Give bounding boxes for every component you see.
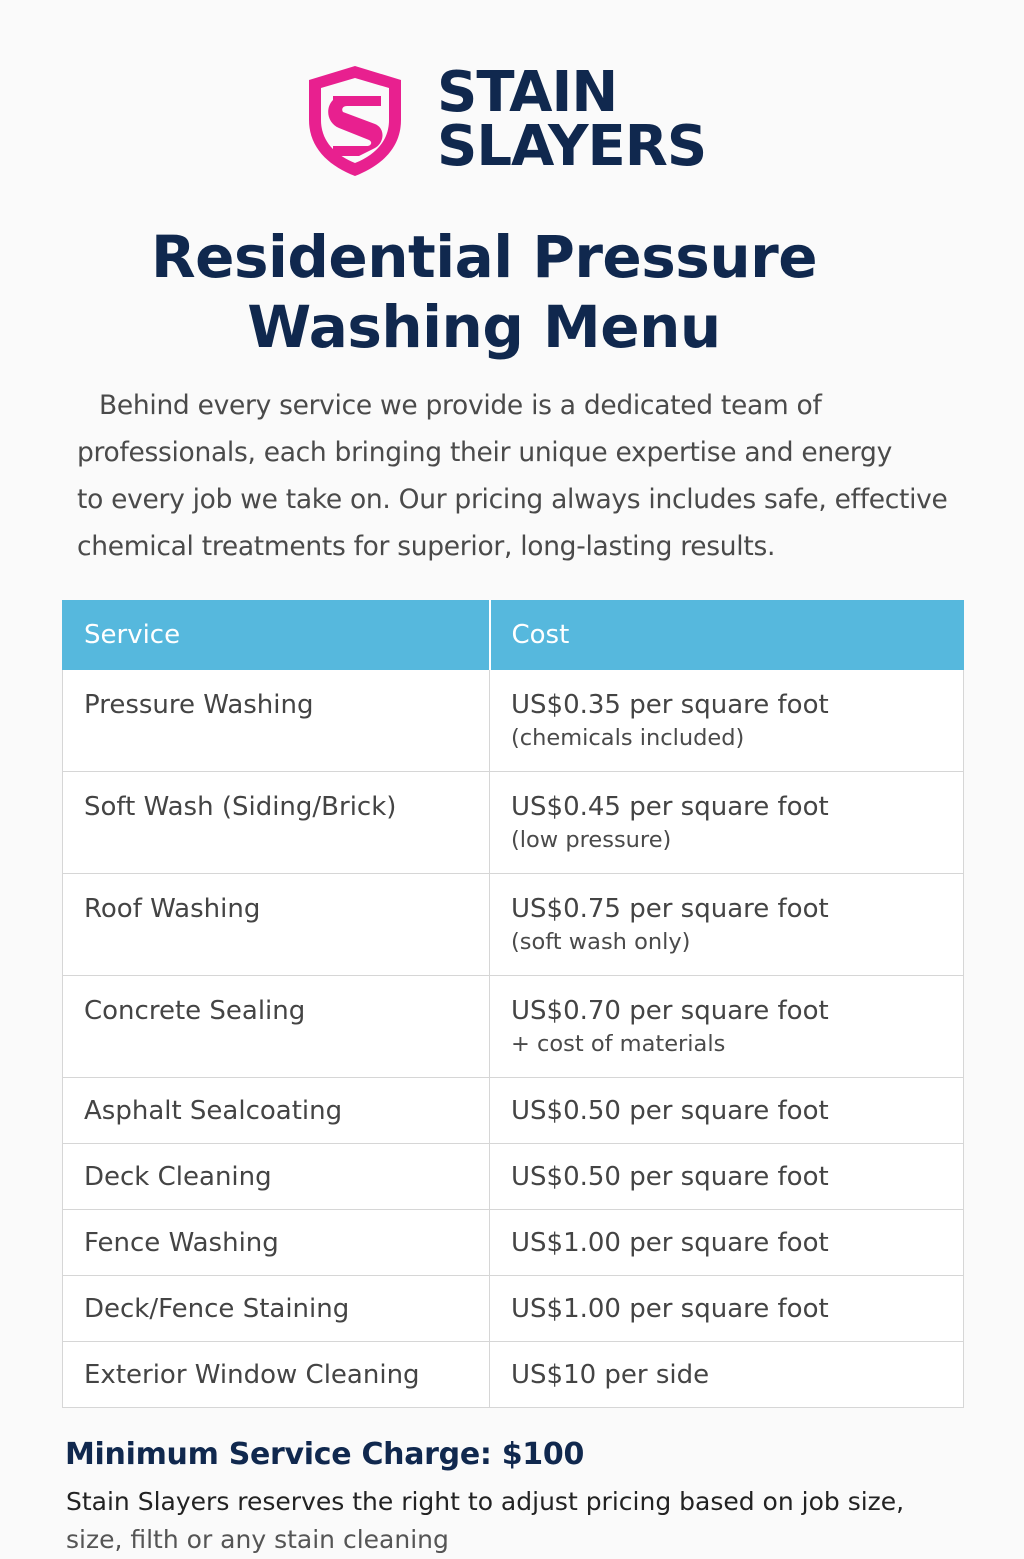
page-title-line2: Washing Menu [247,293,721,361]
service-cell [63,772,490,874]
service-name: Exterior Window Cleaning [84,1359,420,1390]
cost-price: US$10 per side [511,1359,710,1390]
table-row [63,1342,964,1408]
service-name: Pressure Washing [84,690,314,720]
cost-price: US$1.00 per square foot [511,1227,829,1258]
page-title [0,222,968,362]
intro-paragraph [77,382,987,570]
cost-note: (low pressure) [511,827,672,853]
disclaimer-line-cut: size, filth or any stain cleaning [66,1525,449,1554]
service-cell [63,1342,490,1408]
shield-s-icon [303,62,407,178]
cost-cell [490,976,964,1078]
service-cell [63,1210,490,1276]
cost-cell [490,1276,964,1342]
cost-cell [490,1342,964,1408]
intro-line: Behind every service we provide is a dedicated team of [99,390,822,421]
intro-line: professionals, each bringing their unique expertise and energy [77,437,892,468]
service-cell [63,1276,490,1342]
brand-logo [303,62,706,178]
cost-price: US$0.45 per square foot [511,792,829,822]
brand-name-line2: SLAYERS [437,114,707,179]
cost-price: US$1.00 per square foot [511,1293,829,1324]
cost-price: US$0.75 per square foot [511,894,829,924]
cost-note: (soft wash only) [511,929,691,955]
brand-name-line1: STAIN [437,60,618,125]
table-row [63,874,964,976]
cost-note: + cost of materials [511,1031,726,1057]
minimum-charge: Minimum Service Charge: $100 [65,1437,585,1472]
table-row [63,772,964,874]
price-table [62,600,964,1408]
column-header-cost: Cost [490,601,964,670]
cost-cell [490,1210,964,1276]
disclaimer [66,1483,905,1554]
service-cell [63,1144,490,1210]
intro-line: chemical treatments for superior, long-lasting results. [77,531,776,562]
table-row [63,1276,964,1342]
cost-cell [490,772,964,874]
table-row [63,670,964,772]
service-cell [63,670,490,772]
brand-name [437,60,707,179]
disclaimer-line: Stain Slayers reserves the right to adjust pricing based on job size, [66,1487,905,1516]
cost-cell [490,670,964,772]
service-name: Deck/Fence Staining [84,1293,350,1324]
service-name: Fence Washing [84,1227,279,1258]
table-row [63,1144,964,1210]
cost-cell [490,1078,964,1144]
table-row [63,976,964,1078]
column-header-service: Service [63,601,490,670]
service-name: Deck Cleaning [84,1161,272,1192]
service-name: Roof Washing [84,894,261,924]
cost-note: (chemicals included) [511,725,745,751]
intro-line: to every job we take on. Our pricing always includes safe, effective [77,484,948,515]
table-row [63,1078,964,1144]
service-cell [63,976,490,1078]
cost-price: US$0.70 per square foot [511,996,829,1026]
service-cell [63,874,490,976]
page-title-line1: Residential Pressure [150,223,818,291]
cost-cell [490,1144,964,1210]
service-cell [63,1078,490,1144]
cost-cell [490,874,964,976]
cost-price: US$0.50 per square foot [511,1161,829,1192]
cost-price: US$0.50 per square foot [511,1095,829,1126]
table-header-row [63,601,964,670]
service-name: Soft Wash (Siding/Brick) [84,792,397,822]
cost-price: US$0.35 per square foot [511,690,829,720]
service-name: Asphalt Sealcoating [84,1095,343,1126]
service-name: Concrete Sealing [84,996,306,1026]
table-row [63,1210,964,1276]
